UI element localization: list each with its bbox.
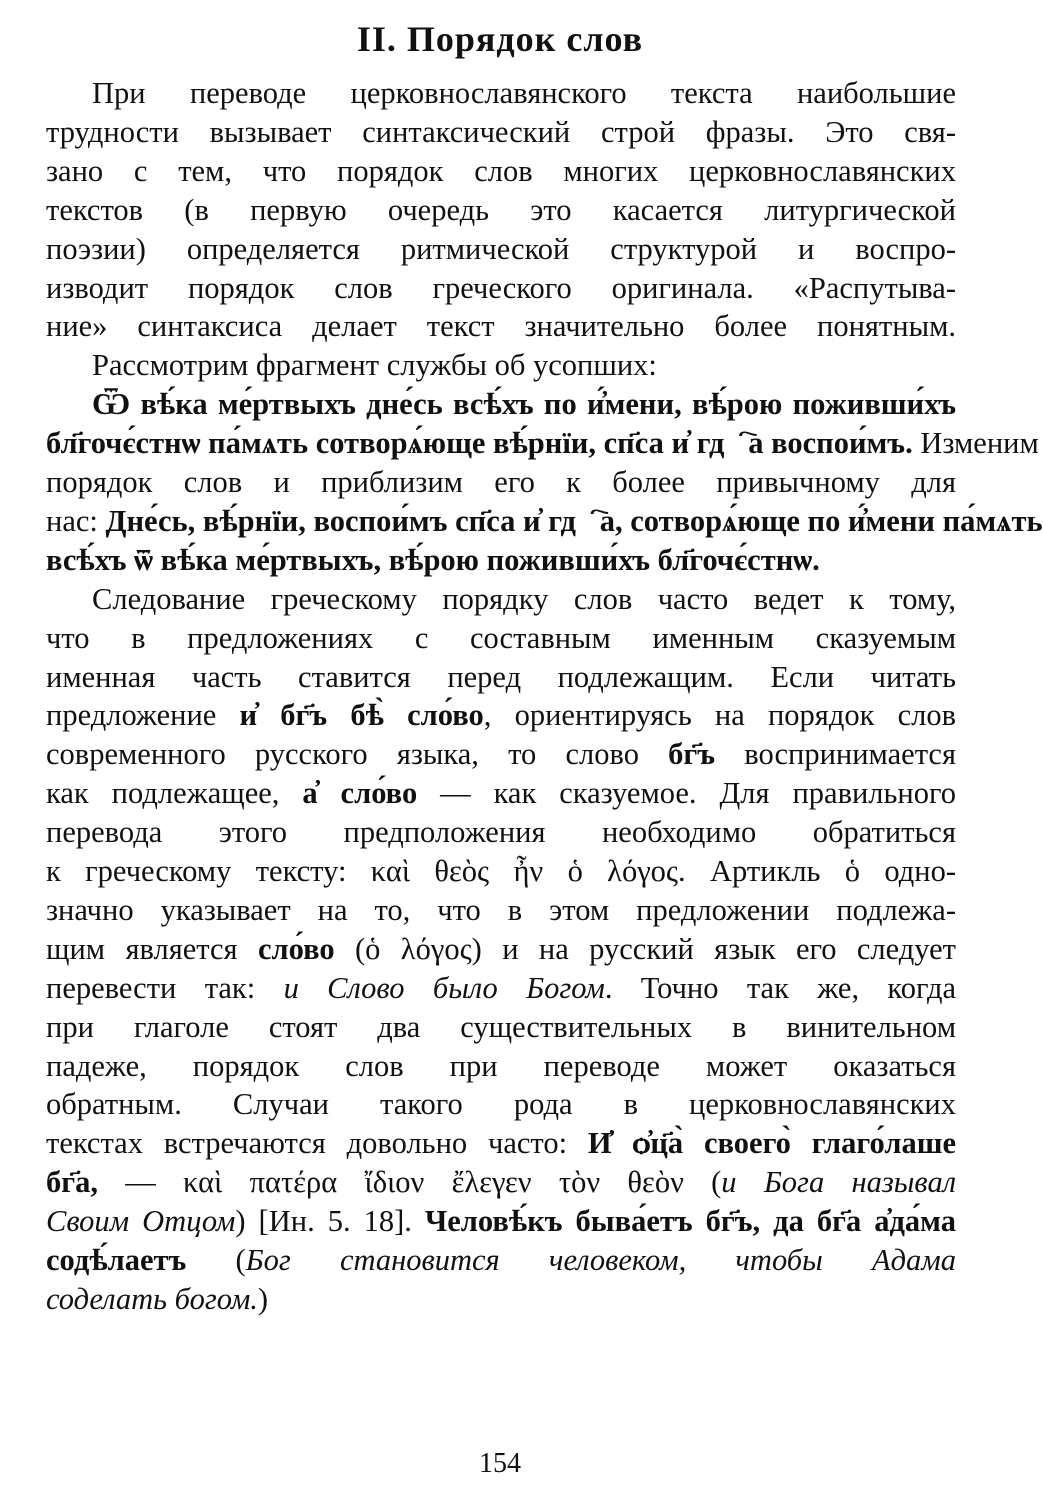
church-slavonic-text: бг҃а, [46,1165,98,1200]
text-line [46,230,956,268]
text-line [46,307,956,345]
text-segment: предложение [46,698,240,733]
text-line [46,1163,956,1201]
italic-translation: соделать богом. [46,1281,258,1316]
church-slavonic-text: Человѣ́къ быва́етъ бг҃ъ, да бг҃а а҆да́ма [424,1204,956,1239]
text-segment: ) [Ин. 5. 18]. [235,1204,425,1239]
text-line [46,696,956,734]
text-segment: — καὶ πατέρα ἴδιον ἔλεγεν τὸν θεὸν ( [97,1165,722,1200]
text-line [46,424,1039,462]
text-segment: трудности вызывает синтаксический строй фразы. Это свя- [46,114,956,149]
text-segment: Рассмотрим фрагмент службы об усопших: [92,348,657,383]
text-line [46,1241,956,1279]
text-line [46,891,956,929]
text-line [46,541,956,579]
text-segment: как подлежащее, [46,776,303,811]
text-segment: текстов (в первую очередь это касается литургической [46,192,956,227]
church-slavonic-text: и҆ бг҃ъ бѣ̀ сло́во [239,698,484,733]
text-segment: воспринимается [715,737,956,772]
text-segment: — как сказуемое. Для правильного [417,776,956,811]
page-number: 154 [479,1448,521,1479]
text-segment: порядок слов и приблизим его к более привычному для [46,465,956,499]
text-segment: нас: [46,503,106,538]
text-line [46,969,956,1007]
text-segment: перевести так: [46,970,284,1005]
text-segment: Изменим [912,426,1039,461]
text-segment: (ὁ λόγος) и на русский язык его следует [334,931,956,966]
text-segment: значно указывает на то, что в этом предложении подлежа- [46,892,956,927]
text-segment: , ориентируясь на порядок слов [483,698,957,733]
italic-translation: и Слово было Богом [283,970,605,1005]
text-segment: зано с тем, что порядок слов многих церковнославянских [46,153,956,188]
church-slavonic-text: бл҃гочє́стнѡ па́мѧть сотворѧ́юще вѣ́рнїи, сп҃са и҆ гдⷭ҇а воспои́мъ. [46,426,913,461]
text-line [46,813,956,851]
church-slavonic-text: сло́во [257,931,335,966]
text-line [46,1008,956,1046]
text-line [46,658,956,696]
text-line [46,269,956,307]
church-slavonic-text: всѣ́хъ ѿ вѣ́ка ме́ртвыхъ, вѣ́рою поживши́хъ бл҃гочє́стнѡ. [46,542,820,577]
text-line [46,113,956,151]
text-line [46,1280,956,1318]
text-line [46,152,956,190]
text-segment: ( [186,1243,246,1277]
text-segment: текстах встречаются довольно часто: [46,1126,588,1161]
text-segment: Следование греческому порядку слов часто ведет к тому, [92,581,956,616]
text-line [46,774,956,812]
text-segment: именная часть ставится перед подлежащим. Если читать [46,659,956,694]
text-segment: поэзии) определяется ритмической структурой и воспро- [46,231,956,266]
church-slavonic-text: бг҃ъ [668,737,716,772]
text-segment: При переводе церковнославянского текста наибольшие [92,76,956,110]
text-segment: что в предложениях с составным именным сказуемым [46,620,956,655]
text-segment: падеже, порядок слов при переводе может оказаться [46,1048,956,1083]
text-line [46,580,956,618]
text-line [46,619,956,657]
text-segment: при глаголе стоят два существительных в винительном [46,1009,956,1044]
church-slavonic-text: а҆ сло́во [302,776,418,811]
italic-translation: Бог становится человеком, чтобы Адама [245,1243,956,1277]
church-slavonic-text: Дне́сь, вѣ́рнїи, воспои́мъ сп҃са и҆ гдⷭ҇а, сотворѧ́юще по и҆́мени па́мѧть [105,503,1043,538]
text-line [46,463,956,501]
section-title: II. Порядок слов [356,19,644,59]
church-slavonic-text: содѣ́лаетъ [46,1243,187,1277]
italic-translation: Своим Отцом [46,1204,236,1239]
text-line [46,1085,956,1123]
text-segment: современного русского языка, то слово [46,737,669,772]
text-line [46,852,956,890]
text-segment: . Точно так же, когда [604,970,956,1005]
text-segment: изводит порядок слов греческого оригинала. «Распутыва- [46,270,956,305]
text-line [46,346,956,384]
text-segment: перевода этого предположения необходимо обратиться [46,815,956,850]
text-segment: щим является [46,931,258,966]
text-line [46,1124,956,1162]
text-segment: ) [257,1281,269,1316]
church-slavonic-text: Ѿ вѣ́ка ме́ртвыхъ дне́сь всѣ́хъ по и҆́мени, вѣ́рою поживши́хъ [92,387,956,422]
text-line [46,74,956,112]
text-segment: ние» синтаксиса делает текст значительно более понятным. [46,309,956,344]
text-line [46,1202,956,1240]
text-line [46,735,956,773]
text-line [46,385,956,423]
text-line [46,1047,956,1085]
text-line [46,930,956,968]
text-line [46,502,1043,540]
text-line [46,191,956,229]
church-slavonic-text: И҆ ѻ҆ц҃а̀ своего̀ глаго́лаше [587,1126,956,1161]
italic-translation: и Бога называл [721,1165,956,1200]
text-segment: к греческому тексту: καὶ θεὸς ἦν ὁ λόγος. Артикль ὁ одно- [46,854,956,888]
text-segment: обратным. Случаи такого рода в церковнославянских [46,1087,956,1122]
